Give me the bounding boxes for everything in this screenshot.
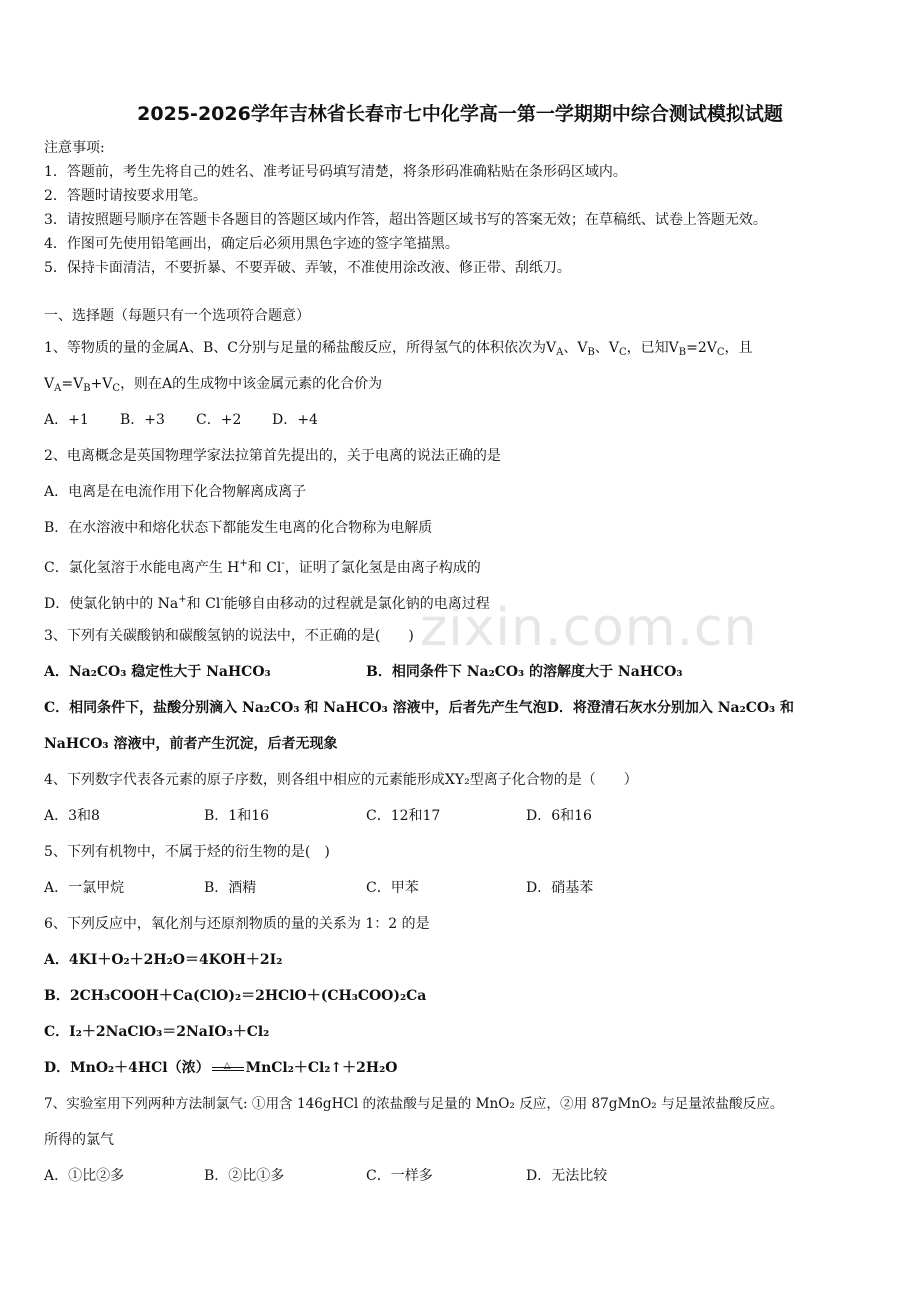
section-heading: 一、选择题（每题只有一个选项符合题意） <box>44 308 310 324</box>
page-title: 2025-2026学年吉林省长春市七中化学高一第一学期期中综合测试模拟试题 <box>137 103 783 125</box>
option-a[interactable]: A．①比②多 <box>44 1168 125 1184</box>
question-1-stem: 1、等物质的量的金属A、B、C分别与足量的稀盐酸反应，所得氢气的体积依次为$V_A$、$V_B$、$V_C$，已知$V_B=2V_C$，且 <box>44 340 753 358</box>
question-4-stem: 4、下列数字代表各元素的原子序数，则各组中相应的元素能形成XY₂型离子化合物的是（ ） <box>44 772 638 788</box>
option-b[interactable]: B．酒精 <box>204 880 257 896</box>
question-7-stem: 7、实验室用下列两种方法制氯气: ①用含 146gHCl 的浓盐酸与足量的 MnO₂ 反应，②用 87gMnO₂ 与足量浓盐酸反应。 <box>44 1096 784 1112</box>
option-b[interactable]: B．+3 <box>120 412 165 428</box>
option-c[interactable]: C．12和17 <box>366 808 441 824</box>
option-d[interactable]: D．6和16 <box>526 808 592 824</box>
option-c[interactable]: C．I₂＋2NaClO₃＝2NaIO₃＋Cl₂ <box>44 1024 270 1040</box>
option-d[interactable]: D．MnO₂＋4HCl（浓） △ MnCl₂＋Cl₂↑＋2H₂O <box>44 1060 398 1076</box>
option-b[interactable]: B．相同条件下 Na₂CO₃ 的溶解度大于 NaHCO₃ <box>366 664 683 680</box>
option-c[interactable]: C．氯化氢溶于水能电离产生 H+和 Cl-，证明了氯化氢是由离子构成的 <box>44 558 481 576</box>
question-6-stem: 6、下列反应中，氧化剂与还原剂物质的量的关系为 1：2 的是 <box>44 916 430 932</box>
question-1-stem-cont: $V_A=V_B+V_C$，则在A的生成物中该金属元素的化合价为 <box>44 376 383 394</box>
option-d[interactable]: D．+4 <box>272 412 318 428</box>
option-a[interactable]: A．3和8 <box>44 808 100 824</box>
option-a[interactable]: A．4KI＋O₂＋2H₂O＝4KOH＋2I₂ <box>44 952 283 968</box>
option-c[interactable]: C．一样多 <box>366 1168 433 1184</box>
question-5-options <box>44 878 593 898</box>
option-b[interactable]: B．2CH₃COOH＋Ca(ClO)₂＝2HClO＋(CH₃COO)₂Ca <box>44 988 427 1004</box>
notice-item-1: 1．答题前，考生先将自己的姓名、准考证号码填写清楚，将条形码准确粘贴在条形码区域内。 <box>44 164 627 180</box>
heat-sign: △ <box>210 1058 246 1078</box>
option-c[interactable]: C．相同条件下，盐酸分别滴入 Na₂CO₃ 和 NaHCO₃ 溶液中，后者先产生气泡 <box>44 700 547 716</box>
option-a[interactable]: A．Na₂CO₃ 稳定性大于 NaHCO₃ <box>44 664 271 680</box>
question-5-stem: 5、下列有机物中，不属于烃的衍生物的是( ) <box>44 844 330 860</box>
option-d[interactable]: D．使氯化钠中的 Na+和 Cl-能够自由移动的过程就是氯化钠的电离过程 <box>44 594 490 612</box>
option-a[interactable]: A．+1 <box>44 412 89 428</box>
notice-item-3: 3．请按照题号顺序在答题卡各题目的答题区域内作答，超出答题区域书写的答案无效；在草稿纸、试卷上答题无效。 <box>44 212 767 228</box>
option-d[interactable]: D．将澄清石灰水分别加入 Na₂CO₃ 和 <box>546 700 795 716</box>
notice-item-2: 2．答题时请按要求用笔。 <box>44 188 207 204</box>
option-b[interactable]: B．1和16 <box>204 808 270 824</box>
question-7-stem-cont: 所得的氯气 <box>44 1132 114 1148</box>
question-1-options <box>44 410 318 430</box>
question-4-options <box>44 806 592 826</box>
question-3-options-ab <box>44 662 683 682</box>
option-c[interactable]: C．甲苯 <box>366 880 419 896</box>
question-2-stem: 2、电离概念是英国物理学家法拉第首先提出的，关于电离的说法正确的是 <box>44 448 501 464</box>
option-c[interactable]: C．+2 <box>196 412 242 428</box>
option-a[interactable]: A．电离是在电流作用下化合物解离成离子 <box>44 484 307 500</box>
option-b[interactable]: B．②比①多 <box>204 1168 285 1184</box>
option-d[interactable]: D．无法比较 <box>526 1168 608 1184</box>
option-a[interactable]: A．一氯甲烷 <box>44 880 125 896</box>
watermark: zixin.com.cn <box>420 598 758 658</box>
question-3-options-cd <box>44 698 794 718</box>
notice-heading: 注意事项: <box>44 140 105 156</box>
option-b[interactable]: B．在水溶液中和熔化状态下都能发生电离的化合物称为电解质 <box>44 520 433 536</box>
option-d[interactable]: D．硝基苯 <box>526 880 594 896</box>
question-7-options <box>44 1166 607 1186</box>
question-3-stem: 3、下列有关碳酸钠和碳酸氢钠的说法中，不正确的是( ) <box>44 628 414 644</box>
option-d-cont: NaHCO₃ 溶液中，前者产生沉淀，后者无现象 <box>44 736 338 752</box>
notice-item-5: 5．保持卡面清洁，不要折暴、不要弄破、弄皱，不准使用涂改液、修正带、刮纸刀。 <box>44 260 571 276</box>
notice-item-4: 4．作图可先使用铅笔画出，确定后必须用黑色字迹的签字笔描黑。 <box>44 236 459 252</box>
